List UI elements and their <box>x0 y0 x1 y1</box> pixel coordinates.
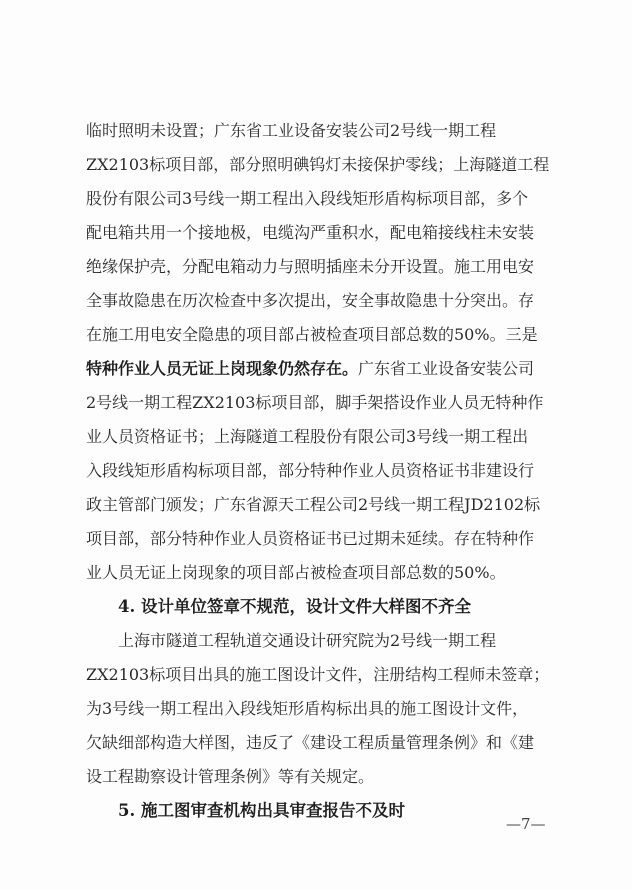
page-number: —7— <box>506 815 546 833</box>
body-line-7: 在施工用电安全隐患的项目部占被检查项目部总数的50%。三是 <box>86 325 538 344</box>
section-heading-5: 5. 施工图审查机构出具审查报告不及时 <box>118 801 405 820</box>
body-line-12: 政主管部门颁发；广东省源天工程公司2号线一期工程JD2102标 <box>86 495 541 514</box>
body-line-6: 全事故隐患在历次检查中多次提出，安全事故隐患十分突出。存 <box>86 291 535 310</box>
bold-statement: 特种作业人员无证上岗现象仍然存在。 <box>86 359 359 378</box>
body-line-13: 项目部，部分特种作业人员资格证书已过期未延续。存在特种作 <box>86 529 535 548</box>
body-line-14: 业人员无证上岗现象的项目部占被检查项目部总数的50%。 <box>86 563 506 582</box>
body-line-8 <box>86 352 550 386</box>
body-line-10: 业人员资格证书；上海隧道工程股份有限公司3号线一期工程出 <box>86 427 529 446</box>
section-4-line-2: ZX2103标项目出具的施工图设计文件，注册结构工程师未签章； <box>86 665 550 684</box>
section-4-line-3: 为3号线一期工程出入段线矩形盾构标出具的施工图设计文件， <box>86 699 529 718</box>
body-line-9: 2号线一期工程ZX2103标项目部，脚手架搭设作业人员无特种作 <box>86 393 544 412</box>
body-line-11: 入段线矩形盾构标项目部，部分特种作业人员资格证书非建设行 <box>86 461 535 480</box>
section-4-line-4: 欠缺细部构造大样图，违反了《建设工程质量管理条例》和《建 <box>86 733 535 752</box>
body-line-5: 绝缘保护壳，分配电箱动力与照明插座未分开设置。施工用电安 <box>86 257 535 276</box>
bold-line-rest: 广东省工业设备安装公司 <box>358 359 535 378</box>
body-line-1: 临时照明未设置；广东省工业设备安装公司2号线一期工程 <box>86 121 497 140</box>
body-line-4: 配电箱共用一个接地极，电缆沟严重积水，配电箱接线柱未安装 <box>86 223 535 242</box>
body-line-2: ZX2103标项目部，部分照明碘钨灯未接保护零线；上海隧道工程 <box>86 155 550 174</box>
section-4-line-5: 设工程勘察设计管理条例》等有关规定。 <box>86 767 375 786</box>
section-4-line-1: 上海市隧道工程轨道交通设计研究院为2号线一期工程 <box>118 631 497 650</box>
section-heading-4: 4. 设计单位签章不规范，设计文件大样图不齐全 <box>118 597 471 616</box>
body-line-3: 股份有限公司3号线一期工程出入段线矩形盾构标项目部，多个 <box>86 189 529 208</box>
